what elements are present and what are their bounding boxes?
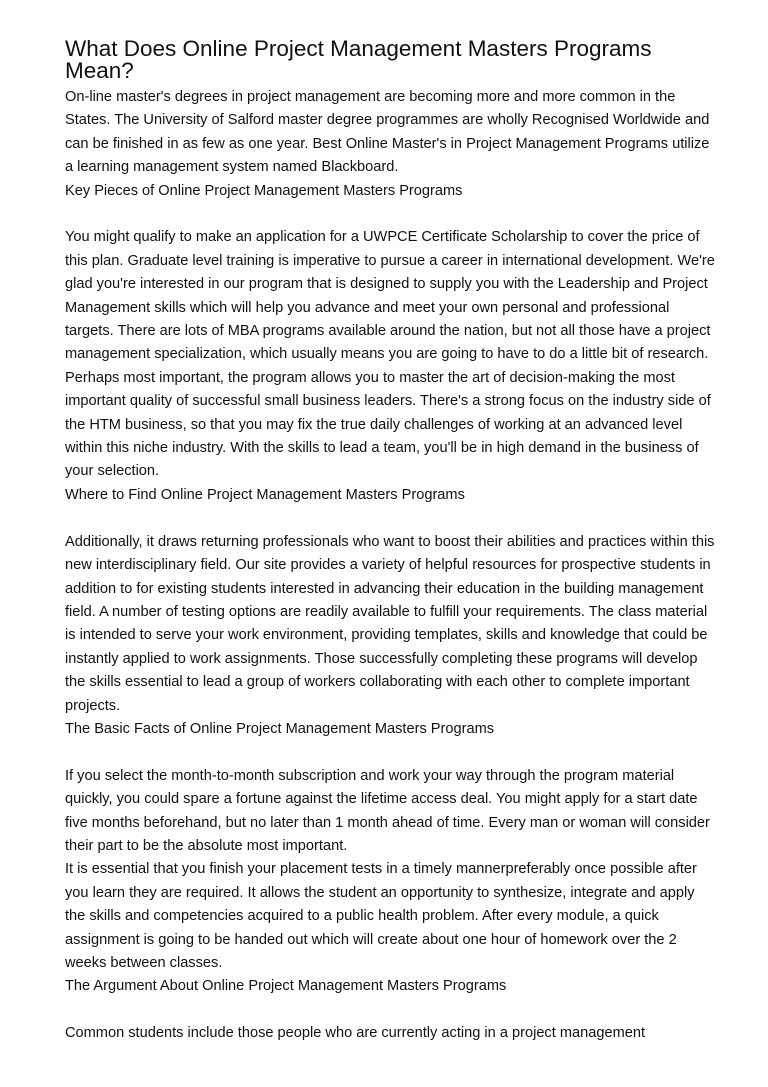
paragraph-returning-professionals: Additionally, it draws returning professionals who want to boost their abilities and practices within this new interdisciplinary field. Our site provides a variety of helpful resources for prospective students in addition to for existing students interested in advancing their education in the building management field. A number of testing options are readily available to fulfill your requirements. The class material is intended to serve your work environment, providing templates, skills and knowledge that could be instantly applied to work assignments. Those successfully completing these programs will develop the skills essential to lead a group of workers collaborating with each other to complete important projects. bbox=[65, 533, 715, 714]
document-page bbox=[65, 38, 715, 1046]
document-title: What Does Online Project Management Masters Programs Mean? bbox=[65, 36, 652, 83]
paragraph-scholarship: You might qualify to make an application for a UWPCE Certificate Scholarship to cover the price of this plan. Graduate level training is imperative to pursue a career in international development. We're glad you're interested in our program that is designed to supply you with the Leadership and Project Management skills which will help you advance and meet your own personal and professional targets. There are lots of MBA programs available around the nation, but not all those have a project management specialization, which usually means you are going to have to do a little bit of research. bbox=[65, 229, 715, 363]
paragraph-gap bbox=[65, 203, 715, 226]
paragraph-common-students: Common students include those people who are currently acting in a project management bbox=[65, 1025, 646, 1042]
section-heading-basic-facts: The Basic Facts of Online Project Management Masters Programs bbox=[65, 720, 495, 737]
section-heading-where-to-find: Where to Find Online Project Management Masters Programs bbox=[65, 486, 465, 503]
paragraph-subscription: If you select the month-to-month subscription and work your way through the program material quickly, you could spare a fortune against the lifetime access deal. You might apply for a start date five months beforehand, but no later than 1 month ahead of time. Every man or woman will consider their part to be the absolute most important. bbox=[65, 767, 710, 854]
paragraph-gap bbox=[65, 507, 715, 530]
paragraph-gap bbox=[65, 999, 715, 1022]
paragraph-gap bbox=[65, 741, 715, 764]
section-heading-key-pieces: Key Pieces of Online Project Management Masters Programs bbox=[65, 182, 463, 199]
paragraph-decision-making: Perhaps most important, the program allows you to master the art of decision-making the most important quality of successful small business leaders. There's a strong focus on the industry side of the HTM business, so that you may fix the true daily challenges of working at an advanced level within this niche industry. With the skills to lead a team, you'll be in high demand in the business of your selection. bbox=[65, 369, 711, 480]
paragraph-intro: On-line master's degrees in project management are becoming more and more common in the States. The University of Salford master degree programmes are wholly Recognised Worldwide and can be finished in as few as one year. Best Online Master's in Project Management Programs utilize a learning management system named Blackboard. bbox=[65, 89, 710, 176]
section-heading-argument: The Argument About Online Project Management Masters Programs bbox=[65, 978, 507, 995]
paragraph-placement-tests: It is essential that you finish your placement tests in a timely mannerpreferably once possible after you learn they are required. It allows the student an opportunity to synthesize, integrate and apply the skills and competencies acquired to a public health problem. After every module, a quick assignment is going to be handed out which will create about one hour of homework over the 2 weeks between classes. bbox=[65, 861, 697, 971]
